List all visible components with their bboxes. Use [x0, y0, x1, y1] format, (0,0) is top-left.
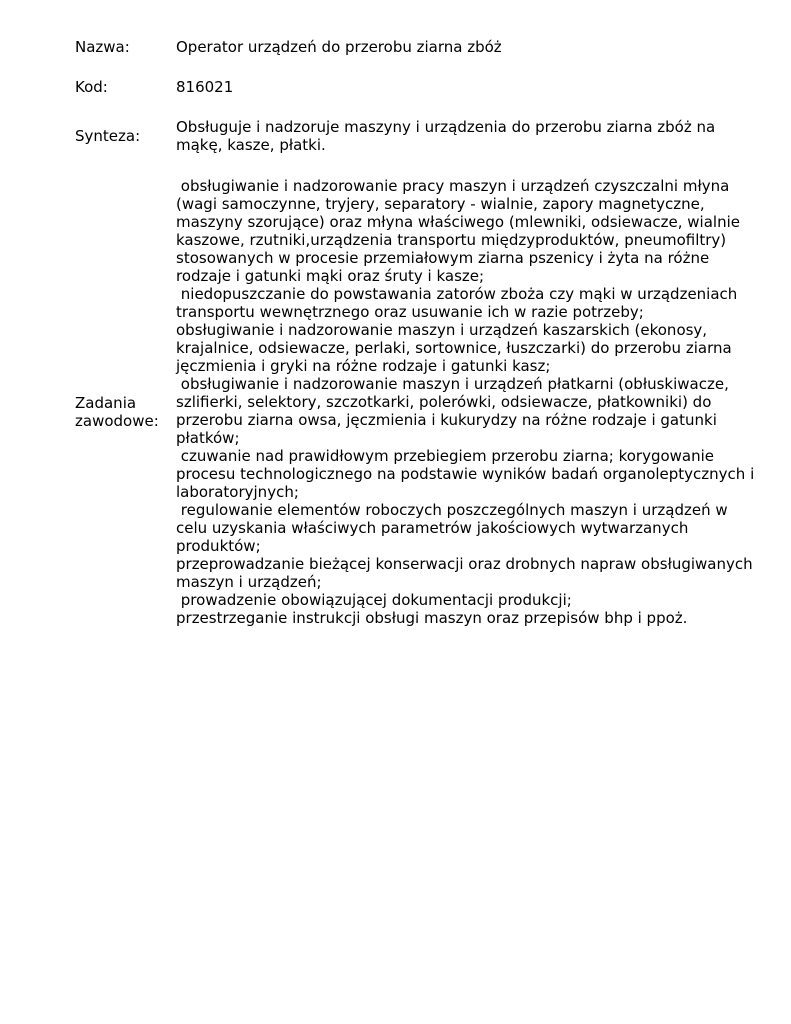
task-item: czuwanie nad prawidłowym przebiegiem przerobu ziarna; korygowanie procesu technologicznego na podstawie wyników badań organoleptycznych i laboratoryjnych;: [176, 447, 760, 501]
task-item: obsługiwanie i nadzorowanie maszyn i urządzeń płatkarni (obłuskiwacze, szlifierki, selektory, szczotkarki, polerówki, odsiewacze, płatkowniki) do przerobu ziarna owsa, jęczmienia i kukurydzy na różne rodzaje i gatunki płatków;: [176, 375, 734, 447]
synthesis-text: Obsługuje i nadzoruje maszyny i urządzenia do przerobu ziarna zbóż na mąkę, kasze, płatki.: [176, 118, 716, 154]
task-item: prowadzenie obowiązującej dokumentacji produkcji;: [176, 591, 572, 609]
task-item: przestrzeganie instrukcji obsługi maszyn oraz przepisów bhp i ppoż.: [176, 609, 688, 627]
name-label: Nazwa:: [75, 38, 130, 56]
tasks-label-line-2: zawodowe:: [75, 412, 159, 430]
task-item: obsługiwanie i nadzorowanie maszyn i urządzeń kaszarskich (ekonosy, krajalnice, odsiewacze, perlaki, sortownice, łuszczarki) do przerobu ziarna jęczmienia i gryki na różne rodzaje i gatunki kasz;: [176, 321, 737, 375]
task-item: niedopuszczanie do powstawania zatorów zboża czy mąki w urządzeniach transportu wewnętrznego oraz usuwanie ich w razie potrzeby;: [176, 285, 743, 321]
occupation-code: 816021: [176, 78, 234, 96]
code-label: Kod:: [75, 78, 108, 96]
occupation-name: Operator urządzeń do przerobu ziarna zbóż: [176, 38, 502, 56]
synthesis-label: Synteza:: [75, 127, 141, 145]
task-item: obsługiwanie i nadzorowanie pracy maszyn i urządzeń czyszczalni młyna (wagi samoczynne, tryjery, separatory - wialnie, zapory magnetyczne, maszyny szorujące) oraz młyna właściwego (mlewniki, odsiewacze, wialnie kaszowe, rzutniki,urządzenia transportu międzyproduktów, pneumofiltry) stosowanych w procesie przemiałowym ziarna pszenicy i żyta na różne rodzaje i gatunki mąki oraz śruty i kasze;: [176, 177, 745, 285]
tasks-label-line-1: Zadania: [75, 394, 137, 412]
task-item: przeprowadzanie bieżącej konserwacji oraz drobnych napraw obsługiwanych maszyn i urządzeń;: [176, 555, 758, 591]
tasks-label: [75, 394, 159, 430]
tasks-list: [176, 177, 760, 627]
task-item: regulowanie elementów roboczych poszczególnych maszyn i urządzeń w celu uzyskania właściwych parametrów jakościowych wytwarzanych produktów;: [176, 501, 733, 555]
